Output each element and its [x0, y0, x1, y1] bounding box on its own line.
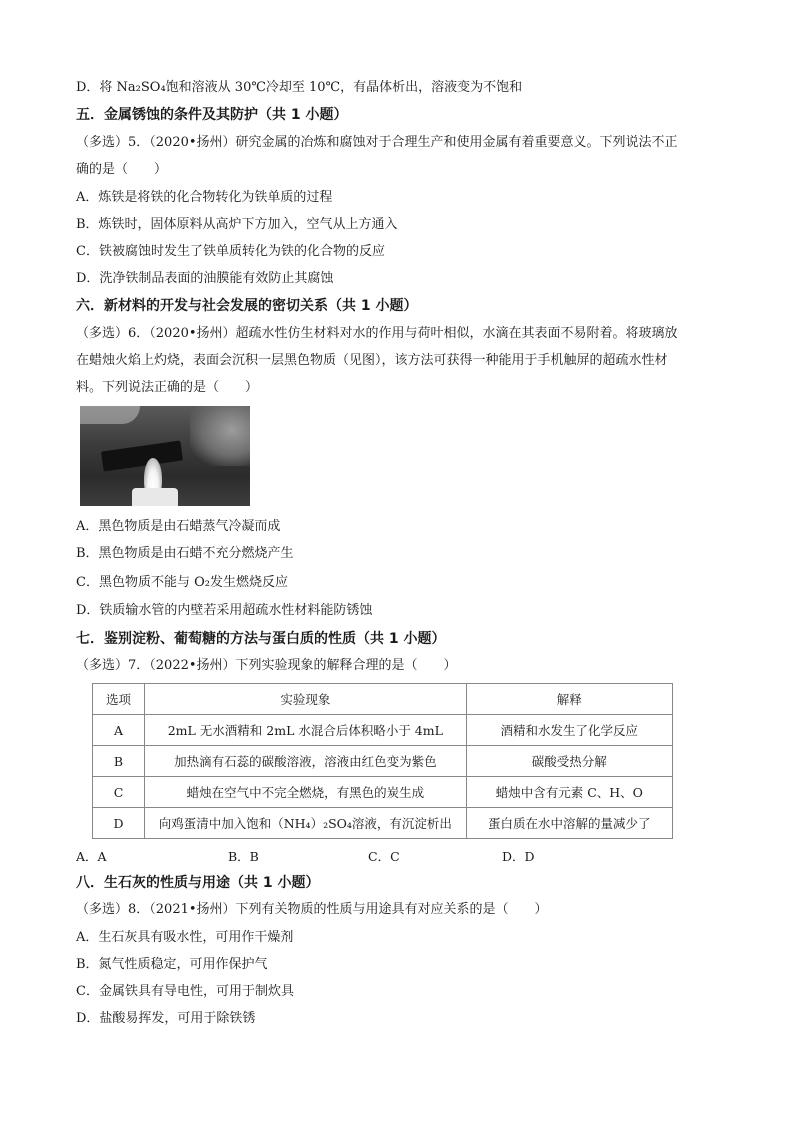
question-8-option-b: B．氮气性质稳定，可用作保护气: [76, 957, 268, 972]
table-cell: D: [93, 808, 145, 839]
question-5-option-c: C．铁被腐蚀时发生了铁单质转化为铁的化合物的反应: [76, 244, 385, 259]
question-6-option-d: D．铁质输水管的内壁若采用超疏水性材料能防锈蚀: [76, 603, 373, 618]
table-header-cell: 选项: [93, 684, 145, 715]
question-5-stem-cont: 确的是（ ）: [76, 162, 168, 177]
table-header-cell: 解释: [466, 684, 672, 715]
table-header-row: [93, 684, 673, 715]
question-5-stem: （多选）5．（2020•扬州）研究金属的冶炼和腐蚀对于合理生产和使用金属有着重要意义。下列说法不正: [76, 135, 678, 150]
candle-glass-photo: [80, 406, 250, 506]
experiment-table: [92, 683, 673, 839]
section-heading-6: 六．新材料的开发与社会发展的密切关系（共 1 小题）: [76, 298, 418, 314]
question-7-option-a: A．A: [76, 849, 107, 864]
question-6-option-c: C．黑色物质不能与 O₂发生燃烧反应: [76, 575, 288, 590]
table-header-cell: 实验现象: [145, 684, 467, 715]
table-cell: A: [93, 715, 145, 746]
question-6-stem-cont2: 料。下列说法正确的是（ ）: [76, 380, 259, 395]
question-8-option-d: D．盐酸易挥发，可用于除铁锈: [76, 1011, 256, 1026]
table-row: [93, 746, 673, 777]
table-cell: 酒精和水发生了化学反应: [466, 715, 672, 746]
table-cell: C: [93, 777, 145, 808]
table-cell: 蜡烛在空气中不完全燃烧，有黑色的炭生成: [145, 777, 467, 808]
table-cell: 加热滴有石蕊的碳酸溶液，溶液由红色变为紫色: [145, 746, 467, 777]
table-cell: 2mL 无水酒精和 2mL 水混合后体积略小于 4mL: [145, 715, 467, 746]
question-6-stem-cont1: 在蜡烛火焰上灼烧，表面会沉积一层黑色物质（见图），该方法可获得一种能用于手机触屏的超疏水性材: [76, 353, 668, 368]
question-8-stem: （多选）8．（2021•扬州）下列有关物质的性质与用途具有对应关系的是（ ）: [76, 902, 548, 917]
question-6-option-b: B．黑色物质是由石蜡不充分燃烧产生: [76, 546, 294, 561]
table-cell: 蛋白质在水中溶解的量减少了: [466, 808, 672, 839]
question-7-stem: （多选）7．（2022•扬州）下列实验现象的解释合理的是（ ）: [76, 658, 457, 673]
question-8-option-c: C．金属铁具有导电性，可用于制炊具: [76, 984, 294, 999]
question-6-option-a: A．黑色物质是由石蜡蒸气冷凝而成: [76, 519, 281, 534]
section-heading-5: 五．金属锈蚀的条件及其防护（共 1 小题）: [76, 107, 348, 123]
table-cell: 蜡烛中含有元素 C、H、O: [466, 777, 672, 808]
table-row: [93, 808, 673, 839]
question-7-option-c: C．C: [368, 849, 400, 864]
line-d-na2so4: D．将 Na₂SO₄饱和溶液从 30℃冷却至 10℃，有晶体析出，溶液变为不饱和: [76, 80, 523, 95]
table-row: [93, 777, 673, 808]
table-cell: 向鸡蛋清中加入饱和（NH₄）₂SO₄溶液，有沉淀析出: [145, 808, 467, 839]
section-heading-8: 八．生石灰的性质与用途（共 1 小题）: [76, 875, 320, 891]
question-7-option-b: B．B: [228, 849, 259, 864]
question-8-option-a: A．生石灰具有吸水性，可用作干燥剂: [76, 930, 294, 945]
question-6-stem: （多选）6．（2020•扬州）超疏水性仿生材料对水的作用与荷叶相似，水滴在其表面不易附着。将玻璃放: [76, 326, 678, 341]
question-5-option-d: D．洗净铁制品表面的油膜能有效防止其腐蚀: [76, 271, 334, 286]
table-cell: B: [93, 746, 145, 777]
table-row: [93, 715, 673, 746]
question-7-option-d: D．D: [502, 849, 535, 864]
question-5-option-b: B．炼铁时，固体原料从高炉下方加入，空气从上方通入: [76, 217, 398, 232]
table-cell: 碳酸受热分解: [466, 746, 672, 777]
section-heading-7: 七．鉴别淀粉、葡萄糖的方法与蛋白质的性质（共 1 小题）: [76, 631, 446, 647]
question-5-option-a: A．炼铁是将铁的化合物转化为铁单质的过程: [76, 190, 333, 205]
